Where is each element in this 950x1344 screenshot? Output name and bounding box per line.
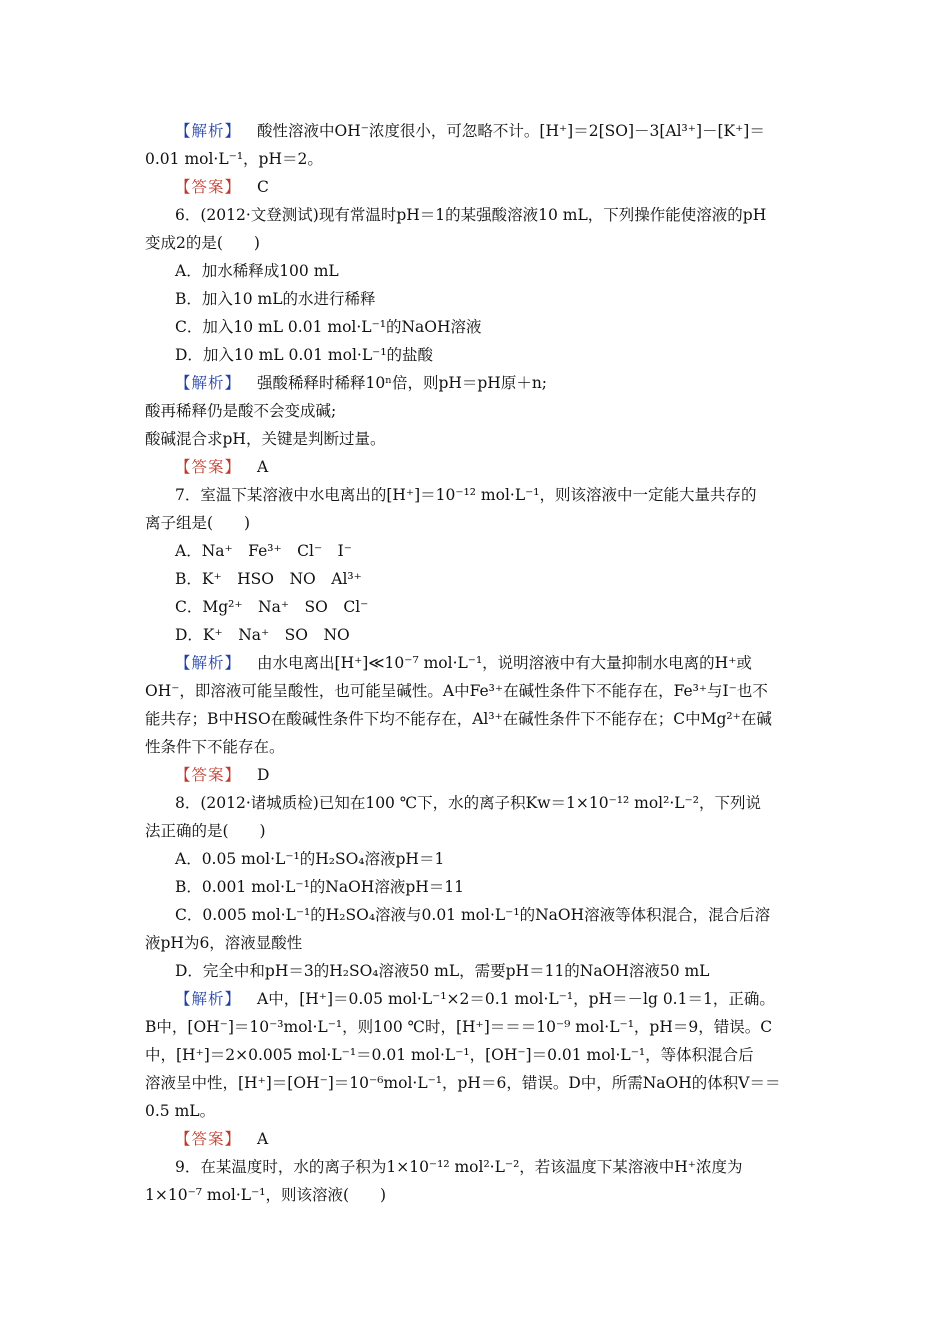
text-line xyxy=(145,201,813,229)
text-line xyxy=(145,761,813,789)
text-line xyxy=(145,901,813,929)
text-line xyxy=(145,341,813,369)
line-text: 0.01 mol·L⁻¹，pH＝2。 xyxy=(145,150,323,168)
analysis-tag: 【解析】 xyxy=(175,374,242,392)
text-line xyxy=(145,593,813,621)
answer-tag: 【答案】 xyxy=(175,178,242,196)
line-text: 酸碱混合求pH，关键是判断过量。 xyxy=(145,430,386,448)
text-line xyxy=(145,677,813,705)
analysis-tag: 【解析】 xyxy=(175,990,242,1008)
line-text: 强酸稀释时稀释10ⁿ倍，则pH＝pH原＋n; xyxy=(257,374,548,392)
line-text: D xyxy=(257,766,270,784)
text-line xyxy=(145,789,813,817)
line-text: B中，[OH⁻]＝10⁻³mol·L⁻¹，则100 ℃时，[H⁺]＝＝＝10⁻⁹ mol·L⁻¹，pH＝9，错误。C xyxy=(145,1018,773,1036)
line-text: 9．在某温度时，水的离子积为1×10⁻¹² mol²·L⁻²，若该温度下某溶液中H⁺浓度为 xyxy=(175,1158,743,1176)
text-line xyxy=(145,1069,813,1097)
line-text: 液pH为6，溶液显酸性 xyxy=(145,934,303,952)
line-text: D．完全中和pH＝3的H₂SO₄溶液50 mL，需要pH＝11的NaOH溶液50 mL xyxy=(175,962,710,980)
text-line xyxy=(145,313,813,341)
text-line xyxy=(145,873,813,901)
line-text: A．Na⁺ Fe³⁺ Cl⁻ I⁻ xyxy=(175,542,352,560)
text-line xyxy=(145,929,813,957)
line-text: OH⁻，即溶液可能呈酸性，也可能呈碱性。A中Fe³⁺在碱性条件下不能存在，Fe³⁺与I⁻也不 xyxy=(145,682,768,700)
text-line xyxy=(145,817,813,845)
text-line xyxy=(145,565,813,593)
text-line xyxy=(145,1125,813,1153)
text-line xyxy=(145,117,813,145)
line-text: 性条件下不能存在。 xyxy=(145,738,285,756)
text-line xyxy=(145,285,813,313)
line-text: C．0.005 mol·L⁻¹的H₂SO₄溶液与0.01 mol·L⁻¹的NaOH溶液等体积混合，混合后溶 xyxy=(175,906,771,924)
text-line xyxy=(145,985,813,1013)
answer-tag: 【答案】 xyxy=(175,458,242,476)
line-text: 酸性溶液中OH⁻浓度很小，可忽略不计。[H⁺]＝2[SO]－3[Al³⁺]－[K⁺]＝ xyxy=(257,122,765,140)
line-text: A xyxy=(257,458,269,476)
analysis-tag: 【解析】 xyxy=(175,654,242,672)
text-line xyxy=(145,509,813,537)
line-text: D．K⁺ Na⁺ SO NO xyxy=(175,626,350,644)
text-line xyxy=(145,257,813,285)
text-line xyxy=(145,229,813,257)
line-text: C xyxy=(257,178,269,196)
text-line xyxy=(145,1097,813,1125)
line-text: 7．室温下某溶液中水电离出的[H⁺]＝10⁻¹² mol·L⁻¹，则该溶液中一定能大量共存的 xyxy=(175,486,757,504)
document-page xyxy=(145,117,813,1209)
text-line xyxy=(145,425,813,453)
line-text: D．加入10 mL 0.01 mol·L⁻¹的盐酸 xyxy=(175,346,434,364)
text-line xyxy=(145,621,813,649)
text-line xyxy=(145,481,813,509)
line-text: B．加入10 mL的水进行稀释 xyxy=(175,290,376,308)
text-line xyxy=(145,649,813,677)
line-text: A．加水稀释成100 mL xyxy=(175,262,339,280)
line-text: 能共存；B中HSO在酸碱性条件下均不能存在，Al³⁺在碱性条件下不能存在；C中Mg²⁺在碱 xyxy=(145,710,772,728)
text-line xyxy=(145,1181,813,1209)
line-text: 变成2的是( ) xyxy=(145,234,260,252)
answer-tag: 【答案】 xyxy=(175,766,242,784)
text-line xyxy=(145,733,813,761)
line-text: 溶液呈中性，[H⁺]＝[OH⁻]＝10⁻⁶mol·L⁻¹，pH＝6，错误。D中，所需NaOH的体积V＝＝ xyxy=(145,1074,781,1092)
line-text: A中，[H⁺]＝0.05 mol·L⁻¹×2＝0.1 mol·L⁻¹，pH＝－lg 0.1＝1，正确。 xyxy=(257,990,775,1008)
text-line xyxy=(145,1153,813,1181)
line-text: 酸再稀释仍是酸不会变成碱; xyxy=(145,402,337,420)
line-text: 由水电离出[H⁺]≪10⁻⁷ mol·L⁻¹，说明溶液中有大量抑制水电离的H⁺或 xyxy=(257,654,752,672)
text-line xyxy=(145,705,813,733)
text-line xyxy=(145,1041,813,1069)
text-line xyxy=(145,453,813,481)
line-text: A．0.05 mol·L⁻¹的H₂SO₄溶液pH＝1 xyxy=(175,850,445,868)
text-line xyxy=(145,369,813,397)
text-line xyxy=(145,173,813,201)
line-text: A xyxy=(257,1130,269,1148)
line-text: 8．(2012·诸城质检)已知在100 ℃下，水的离子积Kw＝1×10⁻¹² mol²·L⁻²，下列说 xyxy=(175,794,761,812)
line-text: C．加入10 mL 0.01 mol·L⁻¹的NaOH溶液 xyxy=(175,318,482,336)
line-text: 法正确的是( ) xyxy=(145,822,266,840)
line-text: 0.5 mL。 xyxy=(145,1102,216,1120)
text-line xyxy=(145,845,813,873)
text-line xyxy=(145,537,813,565)
line-text: B．0.001 mol·L⁻¹的NaOH溶液pH＝11 xyxy=(175,878,464,896)
text-line xyxy=(145,145,813,173)
line-text: B．K⁺ HSO NO Al³⁺ xyxy=(175,570,362,588)
text-line xyxy=(145,957,813,985)
text-line xyxy=(145,1013,813,1041)
line-text: 6．(2012·文登测试)现有常温时pH＝1的某强酸溶液10 mL，下列操作能使溶液的pH xyxy=(175,206,767,224)
answer-tag: 【答案】 xyxy=(175,1130,242,1148)
line-text: 1×10⁻⁷ mol·L⁻¹，则该溶液( ) xyxy=(145,1186,387,1204)
line-text: 中，[H⁺]＝2×0.005 mol·L⁻¹＝0.01 mol·L⁻¹，[OH⁻]＝0.01 mol·L⁻¹，等体积混合后 xyxy=(145,1046,754,1064)
line-text: C．Mg²⁺ Na⁺ SO Cl⁻ xyxy=(175,598,369,616)
analysis-tag: 【解析】 xyxy=(175,122,242,140)
text-line xyxy=(145,397,813,425)
line-text: 离子组是( ) xyxy=(145,514,251,532)
